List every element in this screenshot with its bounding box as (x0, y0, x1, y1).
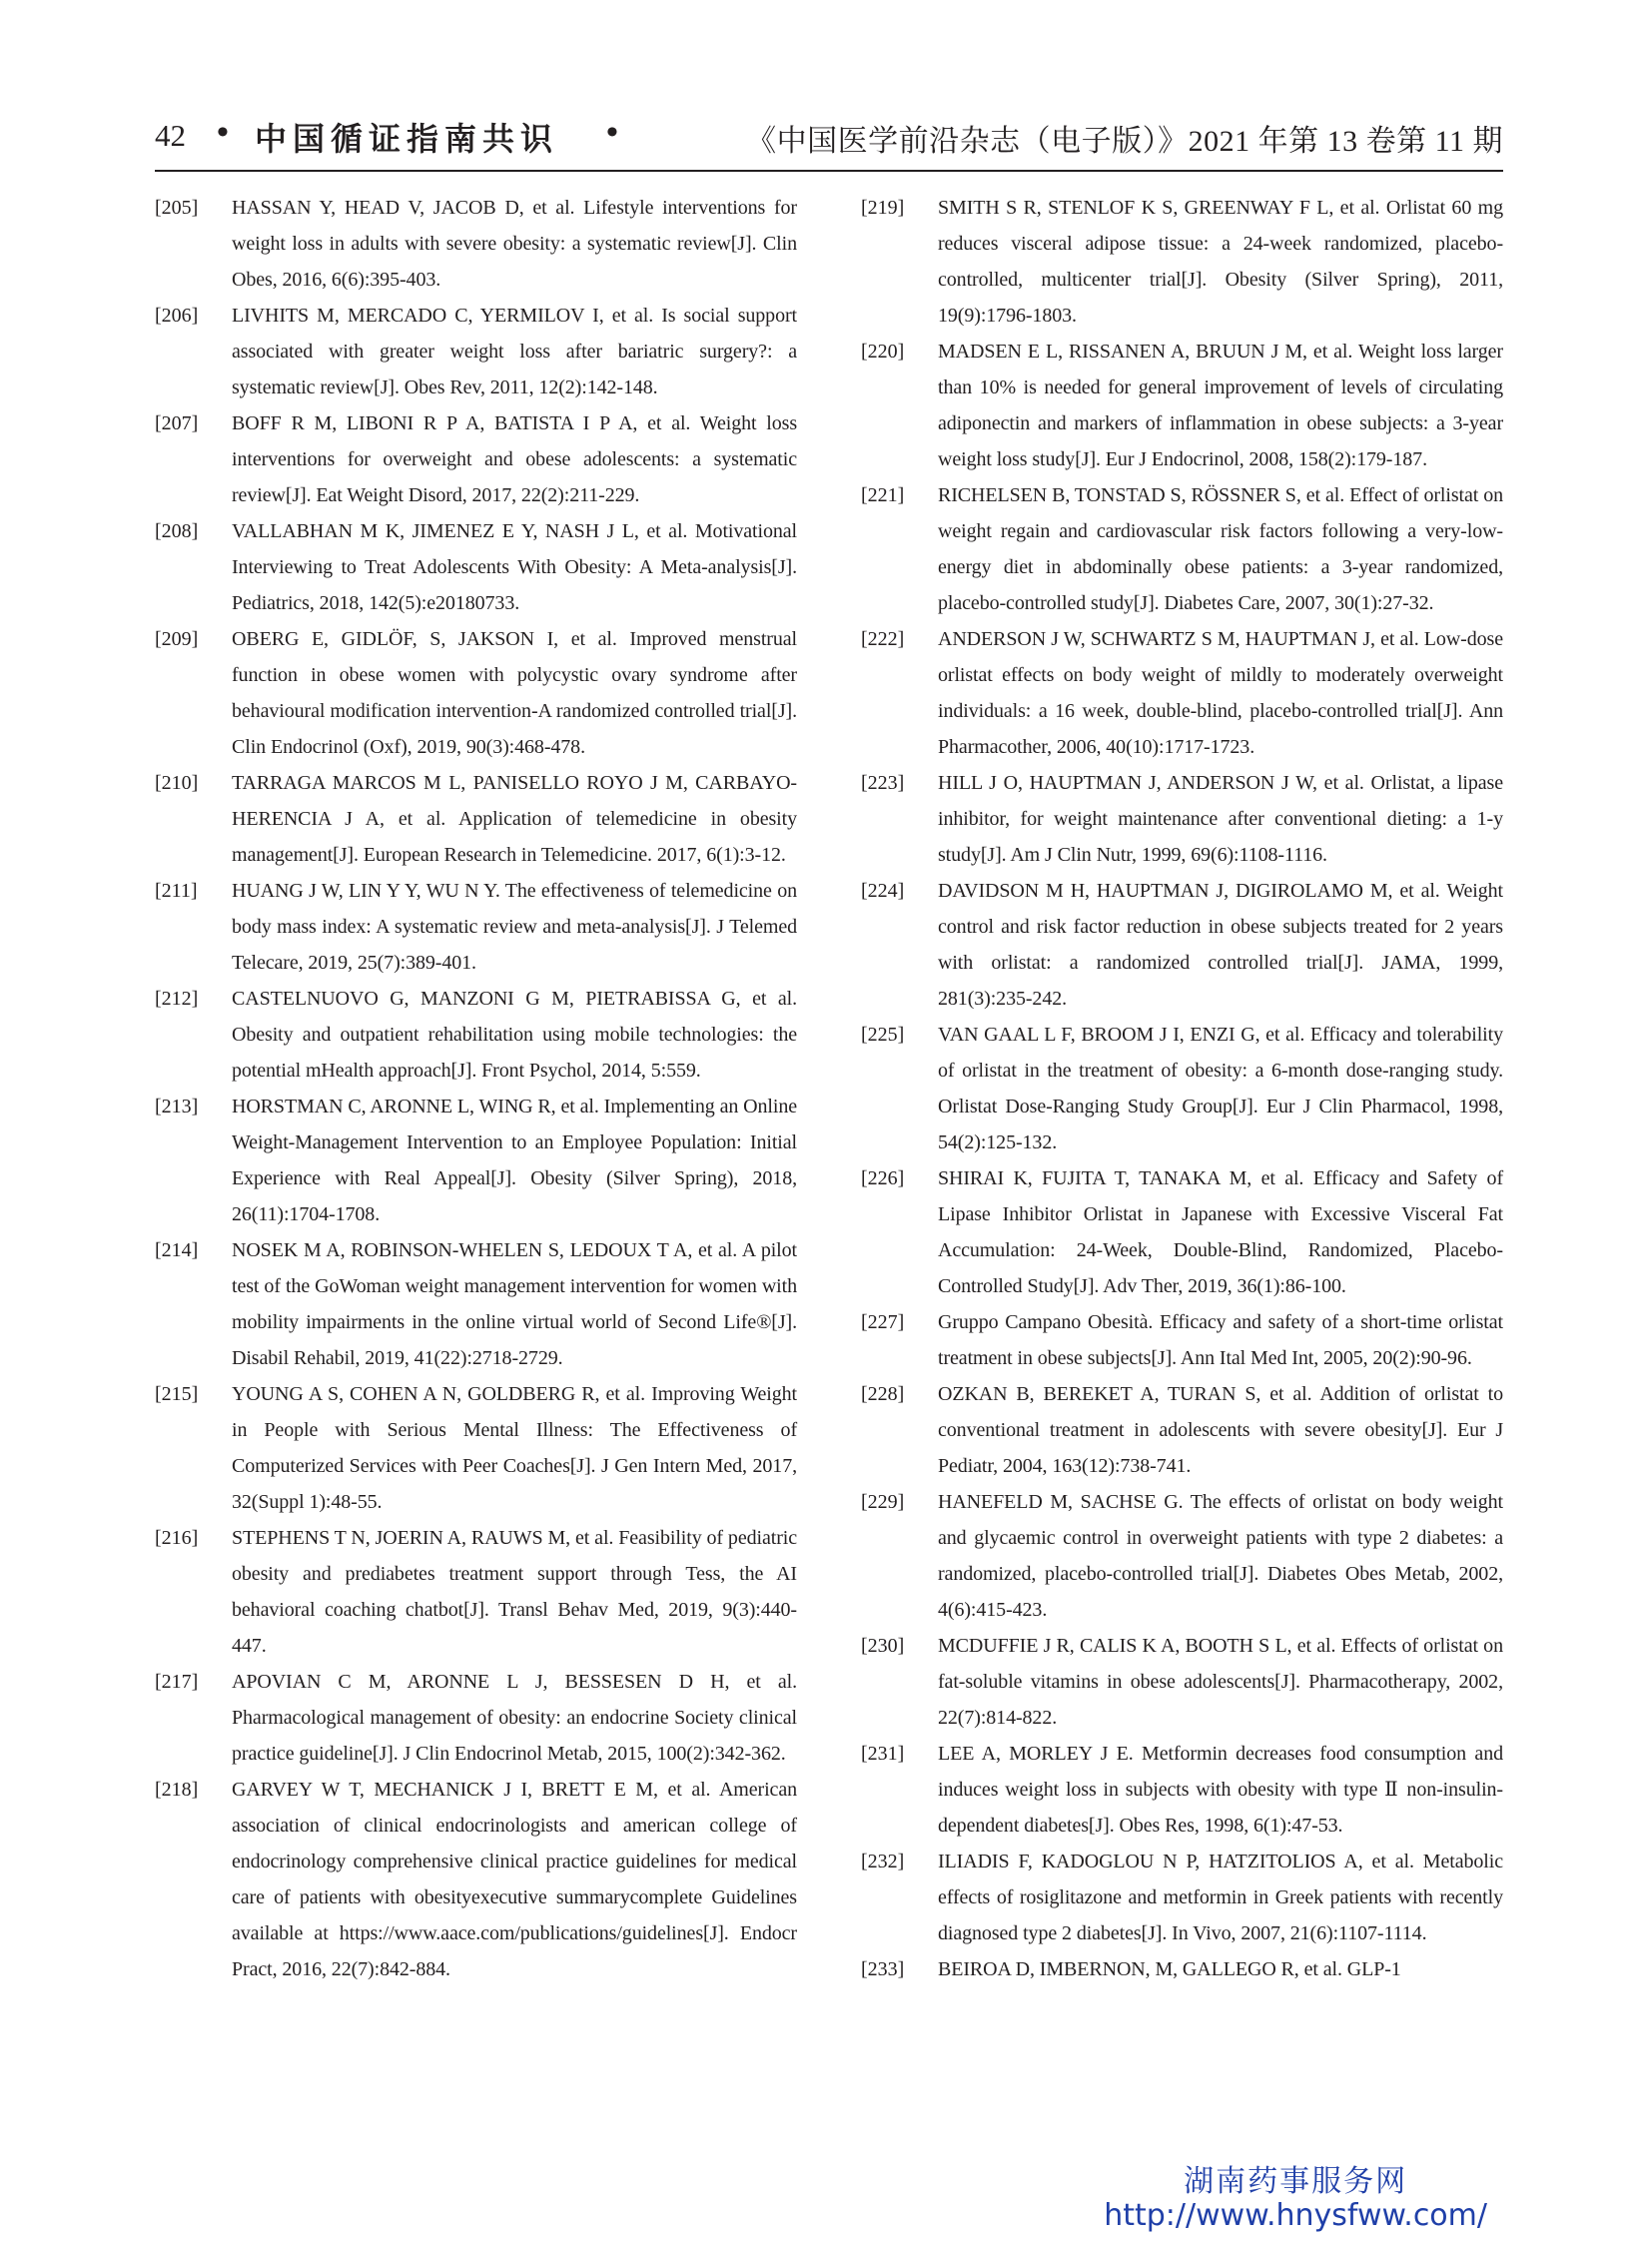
reference-number: [231] (861, 1743, 905, 1765)
reference-number: [209] (155, 628, 199, 650)
reference-text: MADSEN E L, RISSANEN A, BRUUN J M, et al. Weight loss larger than 10% is needed for general improvement of levels of circulating adiponectin and markers of inflammation in obese subjects: a 3-year weight loss study[J]. Eur J Endocrinol, 2008, 158(2):179-187. (938, 341, 1503, 470)
reference-text: STEPHENS T N, JOERIN A, RAUWS M, et al. Feasibility of pediatric obesity and prediabetes treatment support through Tess, the AI behavioral coaching chatbot[J]. Transl Behav Med, 2019, 9(3):440-447. (232, 1527, 797, 1657)
reference-number: [224] (861, 880, 905, 902)
reference-text: SHIRAI K, FUJITA T, TANAKA M, et al. Efficacy and Safety of Lipase Inhibitor Orlistat in Japanese with Excessive Visceral Fat Accumulation: 24-Week, Double-Blind, Randomized, Placebo-Controlled Study[J]. Adv Ther, 2019, 36(1):86-100. (938, 1167, 1503, 1297)
reference-item (155, 981, 797, 1089)
reference-item (155, 513, 797, 621)
reference-text: CASTELNUOVO G, MANZONI G M, PIETRABISSA G, et al. Obesity and outpatient rehabilitation using mobile technologies: the potential mHealth approach[J]. Front Psychol, 2014, 5:559. (232, 988, 797, 1082)
reference-number: [228] (861, 1383, 905, 1405)
reference-item (861, 873, 1503, 1017)
running-header (155, 108, 1503, 164)
reference-number: [213] (155, 1096, 199, 1118)
reference-number: [223] (861, 772, 905, 794)
reference-text: GARVEY W T, MECHANICK J I, BRETT E M, et al. American association of clinical endocrinologists and american college of endocrinology comprehensive clinical practice guidelines for medical care of patients with obesityexecutive summarycomplete Guidelines available at https://www.aace.com/publications/guidelines[J]. Endocr Pract, 2016, 22(7):842-884. (232, 1779, 797, 1980)
reference-item (861, 621, 1503, 765)
reference-text: Gruppo Campano Obesità. Efficacy and safety of a short-time orlistat treatment in obese subjects[J]. Ann Ital Med Int, 2005, 20(2):90-96. (938, 1311, 1503, 1369)
reference-item (861, 334, 1503, 477)
reference-text: LIVHITS M, MERCADO C, YERMILOV I, et al. Is social support associated with greater weight loss after bariatric surgery?: a systematic review[J]. Obes Rev, 2011, 12(2):142-148. (232, 305, 797, 398)
reference-item (861, 477, 1503, 621)
reference-number: [208] (155, 520, 199, 542)
reference-text: HASSAN Y, HEAD V, JACOB D, et al. Lifestyle interventions for weight loss in adults with severe obesity: a systematic review[J]. Clin Obes, 2016, 6(6):395-403. (232, 197, 797, 291)
reference-item (861, 1376, 1503, 1484)
reference-text: OZKAN B, BEREKET A, TURAN S, et al. Addition of orlistat to conventional treatment in adolescents with severe obesity[J]. Eur J Pediatr, 2004, 163(12):738-741. (938, 1383, 1503, 1477)
reference-text: OBERG E, GIDLÖF, S, JAKSON I, et al. Improved menstrual function in obese women with polycystic ovary syndrome after behavioural modification intervention-A randomized controlled trial[J]. Clin Endocrinol (Oxf), 2019, 90(3):468-478. (232, 628, 797, 758)
reference-text: BOFF R M, LIBONI R P A, BATISTA I P A, et al. Weight loss interventions for overweight and obese adolescents: a systematic review[J]. Eat Weight Disord, 2017, 22(2):211-229. (232, 412, 797, 506)
reference-number: [215] (155, 1383, 199, 1405)
reference-text: TARRAGA MARCOS M L, PANISELLO ROYO J M, CARBAYO-HERENCIA J A, et al. Application of telemedicine in obesity management[J]. European Research in Telemedicine. 2017, 6(1):3-12. (232, 772, 797, 866)
reference-item (155, 1232, 797, 1376)
reference-number: [212] (155, 988, 199, 1010)
reference-number: [222] (861, 628, 905, 650)
reference-text: HUANG J W, LIN Y Y, WU N Y. The effectiveness of telemedicine on body mass index: A systematic review and meta-analysis[J]. J Telemed Telecare, 2019, 25(7):389-401. (232, 880, 797, 974)
reference-number: [230] (861, 1635, 905, 1657)
reference-text: HORSTMAN C, ARONNE L, WING R, et al. Implementing an Online Weight-Management Intervention to an Employee Population: Initial Experience with Real Appeal[J]. Obesity (Silver Spring), 2018, 26(11):1704-1708. (232, 1096, 797, 1225)
reference-item (861, 1304, 1503, 1376)
section-title: 中国循证指南共识 (255, 120, 559, 158)
reference-number: [217] (155, 1671, 199, 1693)
reference-item (861, 1736, 1503, 1844)
reference-item (155, 765, 797, 873)
reference-item (861, 765, 1503, 873)
reference-text: APOVIAN C M, ARONNE L J, BESSESEN D H, et al. Pharmacological management of obesity: an endocrine Society clinical practice guideline[J]. J Clin Endocrinol Metab, 2015, 100(2):342-362. (232, 1671, 797, 1765)
reference-text: BEIROA D, IMBERNON, M, GALLEGO R, et al. GLP-1 (938, 1958, 1401, 1980)
header-rule (155, 170, 1503, 172)
references-right-column (861, 190, 1503, 1987)
reference-number: [206] (155, 305, 199, 327)
reference-number: [221] (861, 484, 905, 506)
reference-number: [211] (155, 880, 198, 902)
reference-text: YOUNG A S, COHEN A N, GOLDBERG R, et al. Improving Weight in People with Serious Mental Illness: The Effectiveness of Computerized Services with Peer Coaches[J]. J Gen Intern Med, 2017, 32(Suppl 1):48-55. (232, 1383, 797, 1513)
reference-text: VAN GAAL L F, BROOM J I, ENZI G, et al. Efficacy and tolerability of orlistat in the treatment of obesity: a 6-month dose-ranging study. Orlistat Dose-Ranging Study Group[J]. Eur J Clin Pharmacol, 1998, 54(2):125-132. (938, 1024, 1503, 1153)
reference-number: [210] (155, 772, 199, 794)
reference-item (861, 1951, 1503, 1987)
reference-item (155, 1089, 797, 1232)
reference-number: [232] (861, 1851, 905, 1872)
reference-text: ILIADIS F, KADOGLOU N P, HATZITOLIOS A, et al. Metabolic effects of rosiglitazone and metformin in Greek patients with recently diagnosed type 2 diabetes[J]. In Vivo, 2007, 21(6):1107-1114. (938, 1851, 1503, 1944)
reference-number: [218] (155, 1779, 199, 1801)
reference-text: LEE A, MORLEY J E. Metformin decreases food consumption and induces weight loss in subjects with obesity with type Ⅱ non-insulin-dependent diabetes[J]. Obes Res, 1998, 6(1):47-53. (938, 1743, 1503, 1837)
reference-item (155, 873, 797, 981)
reference-text: ANDERSON J W, SCHWARTZ S M, HAUPTMAN J, et al. Low-dose orlistat effects on body weight of mildly to moderately overweight individuals: a 16 week, double-blind, placebo-controlled trial[J]. Ann Pharmacother, 2006, 40(10):1717-1723. (938, 628, 1503, 758)
reference-text: VALLABHAN M K, JIMENEZ E Y, NASH J L, et al. Motivational Interviewing to Treat Adolescents With Obesity: A Meta-analysis[J]. Pediatrics, 2018, 142(5):e20180733. (232, 520, 797, 614)
reference-item (155, 1664, 797, 1772)
reference-item (155, 1376, 797, 1520)
reference-item (861, 190, 1503, 334)
reference-item (155, 1520, 797, 1664)
reference-number: [233] (861, 1958, 905, 1980)
reference-item (155, 190, 797, 298)
reference-number: [229] (861, 1491, 905, 1513)
reference-number: [225] (861, 1024, 905, 1046)
reference-item (861, 1844, 1503, 1951)
reference-text: RICHELSEN B, TONSTAD S, RÖSSNER S, et al. Effect of orlistat on weight regain and cardiovascular risk factors following a very-low-energy diet in abdominally obese patients: a 3-year randomized, placebo-controlled study[J]. Diabetes Care, 2007, 30(1):27-32. (938, 484, 1503, 614)
reference-item (861, 1160, 1503, 1304)
reference-text: SMITH S R, STENLOF K S, GREENWAY F L, et al. Orlistat 60 mg reduces visceral adipose tissue: a 24-week randomized, placebo-controlled, multicenter trial[J]. Obesity (Silver Spring), 2011, 19(9):1796-1803. (938, 197, 1503, 327)
page-number: 42 (155, 118, 186, 153)
reference-text: HANEFELD M, SACHSE G. The effects of orlistat on body weight and glycaemic control in overweight patients with type 2 diabetes: a randomized, placebo-controlled trial[J]. Diabetes Obes Metab, 2002, 4(6):415-423. (938, 1491, 1503, 1621)
reference-number: [216] (155, 1527, 199, 1549)
reference-item (155, 621, 797, 765)
reference-number: [219] (861, 197, 905, 219)
watermark-name: 湖南药事服务网 (1184, 2164, 1408, 2199)
reference-number: [207] (155, 412, 199, 434)
reference-text: NOSEK M A, ROBINSON-WHELEN S, LEDOUX T A, et al. A pilot test of the GoWoman weight management intervention for women with mobility impairments in the online virtual world of Second Life®[J]. Disabil Rehabil, 2019, 41(22):2718-2729. (232, 1239, 797, 1369)
reference-text: DAVIDSON M H, HAUPTMAN J, DIGIROLAMO M, et al. Weight control and risk factor reduction in obese subjects treated for 2 years with orlistat: a randomized controlled trial[J]. JAMA, 1999, 281(3):235-242. (938, 880, 1503, 1010)
reference-number: [214] (155, 1239, 199, 1261)
header-bullet-right: • (606, 114, 618, 151)
references-left-column (155, 190, 797, 1987)
reference-number: [205] (155, 197, 199, 219)
reference-item (155, 298, 797, 405)
reference-number: [227] (861, 1311, 905, 1333)
reference-text: MCDUFFIE J R, CALIS K A, BOOTH S L, et al. Effects of orlistat on fat-soluble vitamins in obese adolescents[J]. Pharmacotherapy, 2002, 22(7):814-822. (938, 1635, 1503, 1729)
journal-citation: 《中国医学前沿杂志（电子版）》2021 年第 13 卷第 11 期 (746, 125, 1503, 158)
reference-text: HILL J O, HAUPTMAN J, ANDERSON J W, et al. Orlistat, a lipase inhibitor, for weight maintenance after conventional dieting: a 1-y study[J]. Am J Clin Nutr, 1999, 69(6):1108-1116. (938, 772, 1503, 866)
reference-number: [226] (861, 1167, 905, 1189)
reference-item (861, 1628, 1503, 1736)
reference-item (861, 1017, 1503, 1160)
watermark (1104, 2165, 1487, 2233)
reference-number: [220] (861, 341, 905, 363)
watermark-url[interactable]: http://www.hnysfww.com/ (1104, 2198, 1487, 2233)
reference-item (861, 1484, 1503, 1628)
reference-item (155, 405, 797, 513)
header-bullet-left: • (217, 114, 229, 151)
reference-item (155, 1772, 797, 1987)
